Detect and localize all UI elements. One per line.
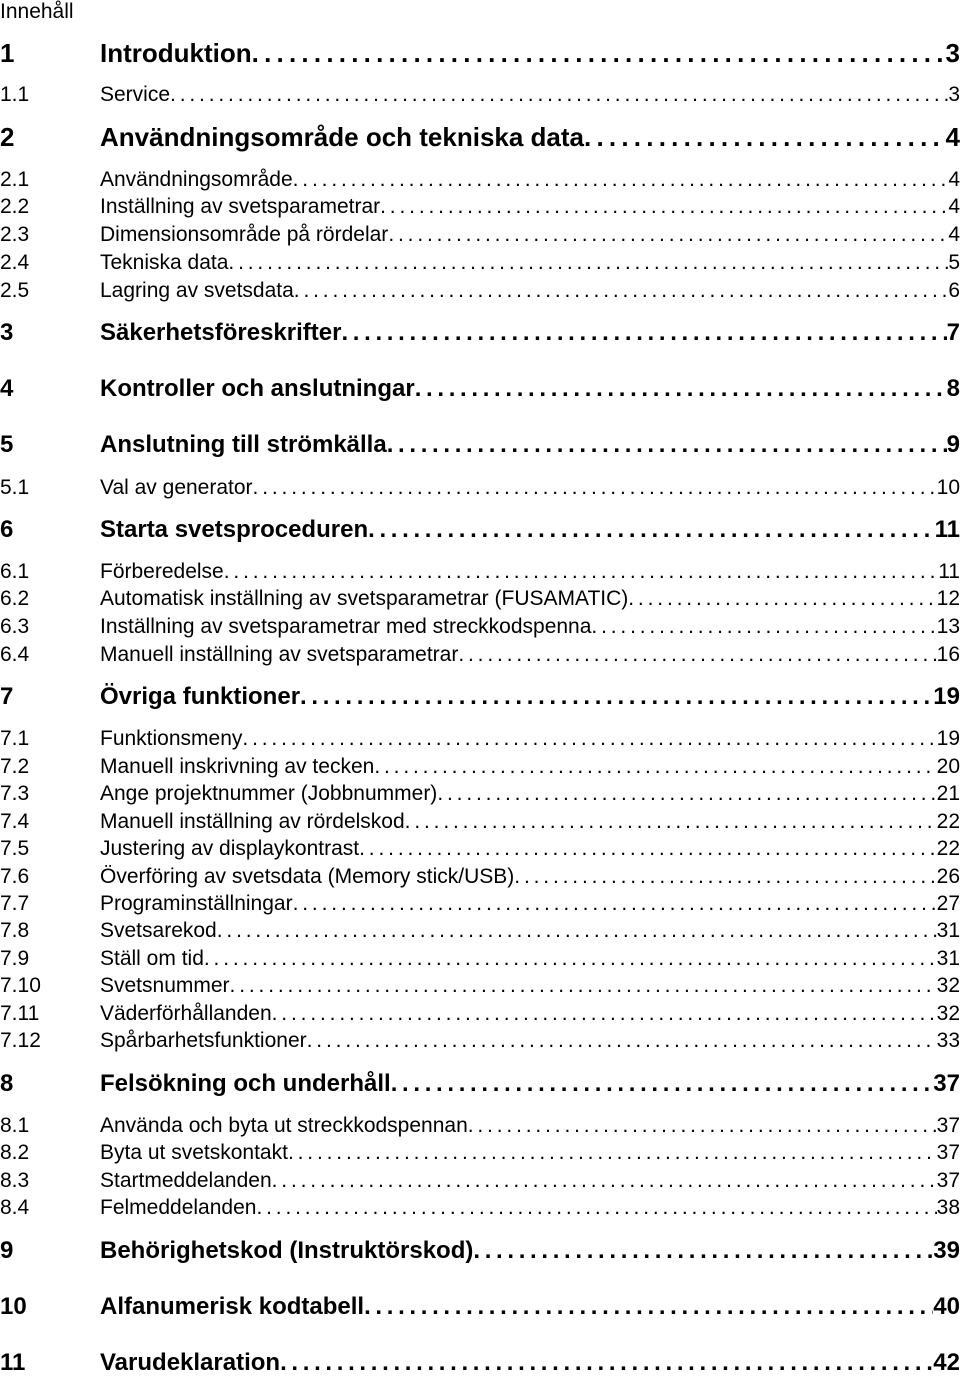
toc-entry-number: 2.4 bbox=[0, 251, 30, 274]
toc-dot-leader bbox=[473, 1235, 933, 1267]
toc-entry[interactable] bbox=[0, 82, 960, 108]
toc-entry-number: 7.8 bbox=[0, 919, 30, 942]
toc-entry-page[interactable]: 3 bbox=[945, 38, 960, 68]
toc-entry[interactable] bbox=[0, 373, 960, 405]
toc-dot-leader bbox=[368, 514, 935, 546]
toc-entry-title[interactable]: Övriga funktioner bbox=[100, 683, 301, 710]
toc-entry-number: 9 bbox=[0, 1237, 14, 1264]
toc-dot-leader bbox=[514, 864, 936, 890]
toc-entry-number: 5 bbox=[0, 431, 14, 458]
toc-entry-title[interactable]: Tekniska data bbox=[100, 251, 229, 274]
toc-dot-leader bbox=[252, 37, 946, 69]
toc-dot-leader bbox=[458, 642, 936, 668]
toc-entry[interactable] bbox=[0, 250, 960, 276]
toc-entry-title[interactable]: Funktionsmeny bbox=[100, 727, 243, 750]
toc-dot-leader bbox=[256, 1195, 936, 1221]
page-title: Innehåll bbox=[0, 0, 74, 23]
toc-entry-number: 2.1 bbox=[0, 168, 30, 191]
toc-entry[interactable] bbox=[0, 1235, 960, 1267]
toc-entry-number: 6 bbox=[0, 516, 14, 543]
toc-entry-number: 6.2 bbox=[0, 587, 30, 610]
toc-entry-title[interactable]: Felmeddelanden bbox=[100, 1196, 257, 1219]
toc-entry[interactable] bbox=[0, 1347, 960, 1379]
toc-entry-title[interactable]: Inställning av svetsparametrar med streckkodspenna bbox=[100, 615, 592, 638]
toc-dot-leader bbox=[584, 121, 946, 153]
toc-entry-title[interactable]: Användningsområde bbox=[100, 168, 293, 191]
toc-dot-leader bbox=[242, 726, 936, 752]
toc-dot-leader bbox=[230, 973, 937, 999]
toc-entry-page[interactable]: 37 bbox=[933, 1070, 960, 1097]
toc-entry-number: 3 bbox=[0, 319, 14, 346]
toc-dot-leader bbox=[204, 946, 937, 972]
toc-entry-title[interactable]: Manuell inställning av svetsparametrar bbox=[100, 643, 459, 666]
toc-entry-number: 8 bbox=[0, 1070, 14, 1097]
toc-entry-number: 11 bbox=[0, 1349, 26, 1376]
toc-entry-title[interactable]: Inställning av svetsparametrar bbox=[100, 195, 381, 218]
toc-entry-number: 2 bbox=[0, 122, 15, 152]
toc-entry-page[interactable]: 39 bbox=[933, 1237, 960, 1264]
toc-dot-leader bbox=[293, 891, 937, 917]
toc-entry-title[interactable]: Kontroller och anslutningar bbox=[100, 375, 415, 402]
toc-entry-title[interactable]: Ange projektnummer (Jobbnummer) bbox=[100, 782, 438, 805]
toc-entry-title[interactable]: Anslutning till strömkälla bbox=[100, 431, 387, 458]
toc-entry-page[interactable]: 22 bbox=[936, 810, 960, 833]
toc-dot-leader bbox=[364, 1291, 933, 1323]
toc-entry-page[interactable]: 7 bbox=[946, 319, 960, 346]
toc-entry-number: 7.9 bbox=[0, 947, 30, 970]
toc-dot-leader bbox=[437, 781, 936, 807]
toc-entry-title[interactable]: Behörighetskod (Instruktörskod) bbox=[100, 1237, 474, 1264]
toc-entry-number: 7.11 bbox=[0, 1002, 40, 1025]
toc-dot-leader bbox=[288, 1140, 937, 1166]
toc-entry[interactable] bbox=[0, 918, 960, 944]
toc-entry[interactable] bbox=[0, 614, 960, 640]
toc-entry[interactable] bbox=[0, 1001, 960, 1027]
toc-entry-number: 7.10 bbox=[0, 974, 41, 997]
toc-entry[interactable] bbox=[0, 278, 960, 304]
toc-entry-title[interactable]: Introduktion bbox=[100, 38, 252, 68]
toc-dot-leader bbox=[300, 681, 933, 713]
toc-entry-title[interactable]: Programinställningar bbox=[100, 892, 293, 915]
toc-dot-leader bbox=[293, 167, 949, 193]
toc-entry-title[interactable]: Ställ om tid bbox=[100, 947, 204, 970]
toc-entry-title[interactable]: Alfanumerisk kodtabell bbox=[100, 1293, 365, 1320]
toc-entry-page[interactable]: 11 bbox=[938, 560, 960, 583]
toc-dot-leader bbox=[388, 222, 948, 248]
toc-entry-page[interactable]: 11 bbox=[934, 516, 960, 543]
toc-entry-page[interactable]: 26 bbox=[936, 865, 960, 888]
toc-entry-number: 4 bbox=[0, 375, 14, 402]
toc-entry[interactable] bbox=[0, 121, 960, 153]
toc-entry-title[interactable]: Starta svetsproceduren bbox=[100, 516, 369, 543]
toc-entry-page[interactable]: 42 bbox=[933, 1349, 960, 1376]
toc-dot-leader bbox=[628, 586, 936, 612]
toc-entry[interactable] bbox=[0, 1168, 960, 1194]
toc-entry[interactable] bbox=[0, 864, 960, 890]
toc-entry-page[interactable]: 6 bbox=[948, 279, 960, 302]
toc-entry-title[interactable]: Manuell inställning av rördelskod bbox=[100, 810, 405, 833]
toc-entry-number: 7.2 bbox=[0, 755, 30, 778]
toc-entry[interactable] bbox=[0, 1068, 960, 1100]
toc-entry-number: 7.7 bbox=[0, 892, 30, 915]
toc-entry-title[interactable]: Manuell inskrivning av tecken bbox=[100, 755, 375, 778]
toc-entry-number: 6.3 bbox=[0, 615, 30, 638]
toc-entry[interactable] bbox=[0, 754, 960, 780]
toc-entry-number: 2.5 bbox=[0, 279, 30, 302]
toc-dot-leader bbox=[217, 918, 937, 944]
toc-entry[interactable] bbox=[0, 973, 960, 999]
toc-entry-number: 1.1 bbox=[0, 83, 30, 106]
toc-entry[interactable] bbox=[0, 1291, 960, 1323]
toc-entry[interactable] bbox=[0, 1140, 960, 1166]
toc-entry-title[interactable]: Överföring av svetsdata (Memory stick/USB) bbox=[100, 865, 515, 888]
toc-entry-title[interactable]: Säkerhetsföreskrifter bbox=[100, 319, 342, 346]
toc-entry-title[interactable]: Felsökning och underhåll bbox=[100, 1070, 391, 1097]
toc-entry-title[interactable]: Använda och byta ut streckkodspennan bbox=[100, 1114, 468, 1137]
toc-entry-page[interactable]: 38 bbox=[936, 1196, 960, 1219]
toc-entry-page[interactable]: 9 bbox=[946, 431, 960, 458]
toc-dot-leader bbox=[380, 194, 948, 220]
toc-entry-number: 7.3 bbox=[0, 782, 30, 805]
toc-entry-number: 6.4 bbox=[0, 643, 30, 666]
toc-entry[interactable] bbox=[0, 475, 960, 501]
toc-entry-number: 2.2 bbox=[0, 195, 30, 218]
toc-dot-leader bbox=[224, 559, 938, 585]
toc-entry-number: 8.1 bbox=[0, 1114, 30, 1137]
toc-dot-leader bbox=[307, 1028, 937, 1054]
toc-entry-title[interactable]: Val av generator bbox=[100, 476, 253, 499]
toc-dot-leader bbox=[359, 836, 937, 862]
toc-entry-title[interactable]: Startmeddelanden bbox=[100, 1169, 272, 1192]
toc-entry[interactable] bbox=[0, 194, 960, 220]
toc-entry-page[interactable]: 19 bbox=[933, 683, 960, 710]
toc-entry-title[interactable]: Förberedelse bbox=[100, 560, 224, 583]
toc-entry[interactable] bbox=[0, 781, 960, 807]
toc-entry-page[interactable]: 32 bbox=[936, 1002, 960, 1025]
toc-dot-leader bbox=[294, 278, 949, 304]
toc-dot-leader bbox=[391, 1068, 934, 1100]
toc-entry[interactable] bbox=[0, 681, 960, 713]
toc-entry-page[interactable]: 31 bbox=[936, 919, 960, 942]
toc-entry[interactable] bbox=[0, 37, 960, 69]
toc-entry-page[interactable]: 3 bbox=[948, 83, 960, 106]
toc-entry-number: 7.5 bbox=[0, 837, 30, 860]
toc-entry-number: 7.4 bbox=[0, 810, 30, 833]
toc-entry-title[interactable]: Svetsarekod bbox=[100, 919, 217, 942]
toc-entry-page[interactable]: 13 bbox=[936, 615, 960, 638]
toc-entry-number: 7 bbox=[0, 683, 14, 710]
toc-entry[interactable] bbox=[0, 836, 960, 862]
toc-entry[interactable] bbox=[0, 1195, 960, 1221]
toc-entry[interactable] bbox=[0, 317, 960, 349]
toc-entry-page[interactable]: 4 bbox=[948, 195, 960, 218]
toc-entry-page[interactable]: 21 bbox=[936, 782, 960, 805]
toc-dot-leader bbox=[170, 82, 948, 108]
toc-entry[interactable] bbox=[0, 429, 960, 461]
toc-entry-page[interactable]: 4 bbox=[948, 223, 960, 246]
toc-entry[interactable] bbox=[0, 726, 960, 752]
toc-entry-page[interactable]: 20 bbox=[936, 755, 960, 778]
toc-dot-leader bbox=[415, 373, 947, 405]
toc-entry-page[interactable]: 22 bbox=[936, 837, 960, 860]
toc-entry-page[interactable]: 4 bbox=[945, 122, 960, 152]
toc-entry-title[interactable]: Service bbox=[100, 83, 171, 106]
toc-entry-page[interactable]: 27 bbox=[936, 892, 960, 915]
toc-entry[interactable] bbox=[0, 891, 960, 917]
toc-entry-page[interactable]: 33 bbox=[936, 1029, 960, 1052]
toc-entry-number: 5.1 bbox=[0, 476, 30, 499]
toc-entry[interactable] bbox=[0, 1028, 960, 1054]
toc-entry-title[interactable]: Varudeklaration bbox=[100, 1349, 281, 1376]
toc-dot-leader bbox=[468, 1113, 937, 1139]
toc-entry-number: 8.4 bbox=[0, 1196, 30, 1219]
toc-entry-title[interactable]: Byta ut svetskontakt bbox=[100, 1141, 288, 1164]
toc-entry-page[interactable]: 4 bbox=[948, 168, 960, 191]
toc-entry-page[interactable]: 12 bbox=[936, 587, 960, 610]
toc-entry-title[interactable]: Dimensionsområde på rördelar bbox=[100, 223, 389, 246]
toc-entry[interactable] bbox=[0, 514, 960, 546]
toc-dot-leader bbox=[341, 317, 946, 349]
toc-entry-page[interactable]: 16 bbox=[936, 643, 960, 666]
toc-entry-page[interactable]: 8 bbox=[946, 375, 960, 402]
toc-entry[interactable] bbox=[0, 167, 960, 193]
toc-entry-number: 7.6 bbox=[0, 865, 30, 888]
toc-dot-leader bbox=[228, 250, 948, 276]
toc-entry-title[interactable]: Väderförhållanden bbox=[100, 1002, 272, 1025]
toc-entry-title[interactable]: Användningsområde och tekniska data bbox=[100, 122, 585, 152]
toc-entry-page[interactable]: 32 bbox=[936, 974, 960, 997]
toc-entry-number: 2.3 bbox=[0, 223, 30, 246]
toc-entry[interactable] bbox=[0, 642, 960, 668]
toc-dot-leader bbox=[405, 809, 937, 835]
toc-entry-number: 7.12 bbox=[0, 1029, 41, 1052]
toc-entry-number: 10 bbox=[0, 1293, 27, 1320]
toc-entry-page[interactable]: 37 bbox=[936, 1169, 960, 1192]
toc-entry-number: 7.1 bbox=[0, 727, 30, 750]
toc-entry-page[interactable]: 37 bbox=[936, 1114, 960, 1137]
toc-entry[interactable] bbox=[0, 559, 960, 585]
toc-entry-page[interactable]: 19 bbox=[936, 727, 960, 750]
toc-dot-leader bbox=[272, 1001, 937, 1027]
toc-entry[interactable] bbox=[0, 809, 960, 835]
toc-dot-leader bbox=[253, 475, 937, 501]
toc-entry[interactable] bbox=[0, 222, 960, 248]
toc-entry[interactable] bbox=[0, 1113, 960, 1139]
toc-entry-title[interactable]: Svetsnummer bbox=[100, 974, 230, 997]
toc-entry-number: 1 bbox=[0, 38, 15, 68]
toc-entry-title[interactable]: Justering av displaykontrast bbox=[100, 837, 360, 860]
toc-entry-page[interactable]: 37 bbox=[936, 1141, 960, 1164]
toc-entry[interactable] bbox=[0, 946, 960, 972]
toc-dot-leader bbox=[374, 754, 936, 780]
toc-entry[interactable] bbox=[0, 586, 960, 612]
toc-dot-leader bbox=[387, 429, 947, 461]
toc-dot-leader bbox=[591, 614, 936, 640]
toc-entry-number: 6.1 bbox=[0, 560, 30, 583]
toc-dot-leader bbox=[272, 1168, 937, 1194]
toc-entry-title[interactable]: Spårbarhetsfunktioner bbox=[100, 1029, 307, 1052]
toc-entry-page[interactable]: 10 bbox=[936, 476, 960, 499]
toc-entry-page[interactable]: 40 bbox=[933, 1293, 960, 1320]
toc-entry-number: 8.2 bbox=[0, 1141, 30, 1164]
toc-entry-number: 8.3 bbox=[0, 1169, 30, 1192]
toc-dot-leader bbox=[280, 1347, 933, 1379]
toc-entry-page[interactable]: 5 bbox=[948, 251, 960, 274]
toc-entry-title[interactable]: Automatisk inställning av svetsparametrar (FUSAMATIC) bbox=[100, 587, 629, 610]
toc-entry-page[interactable]: 31 bbox=[936, 947, 960, 970]
toc-entry-title[interactable]: Lagring av svetsdata bbox=[100, 279, 294, 302]
